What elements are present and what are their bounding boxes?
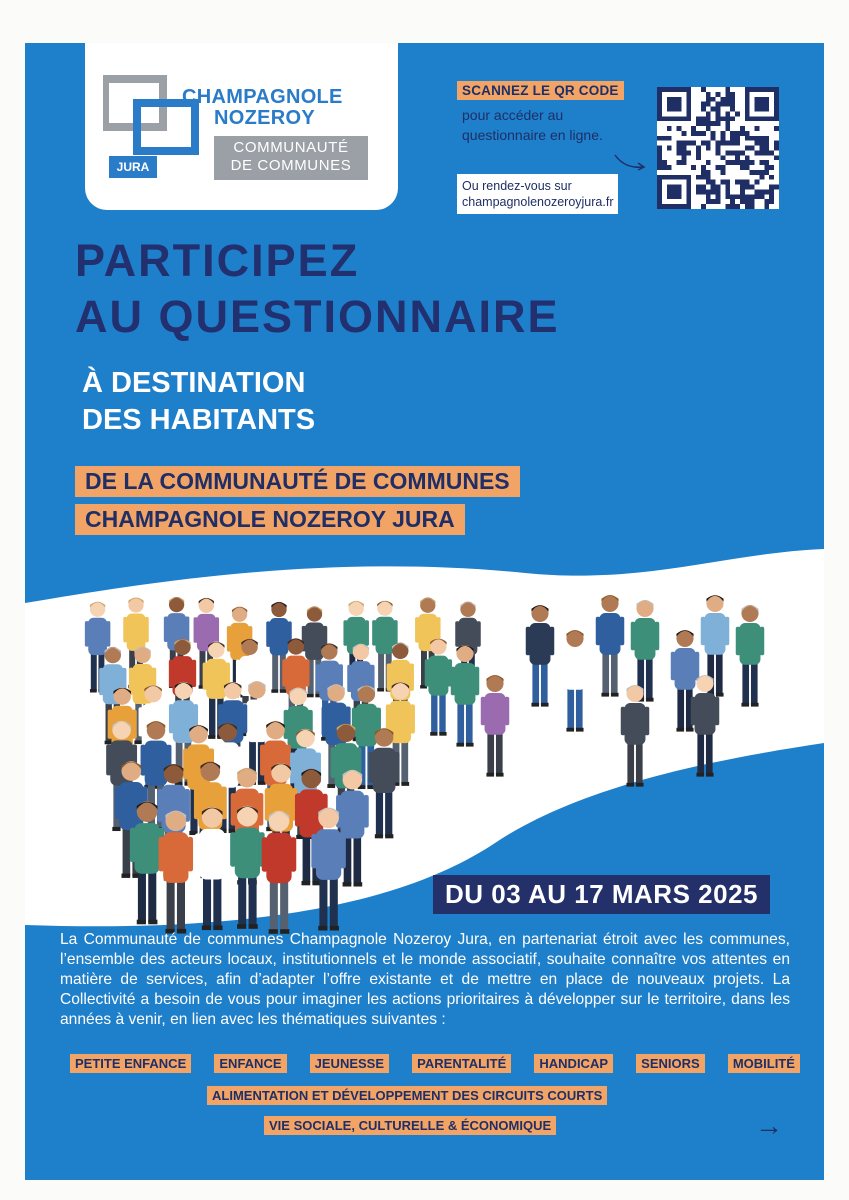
logo-name-line1: CHAMPAGNOLE — [182, 86, 343, 108]
qr-heading: SCANNEZ LE QR CODE — [457, 81, 624, 100]
qr-alt-text: Ou rendez-vous sur — [462, 179, 572, 193]
theme-chip: SENIORS — [636, 1054, 705, 1073]
body-paragraph: La Communauté de communes Champagnole Nozeroy Jura, en partenariat étroit avec les communes, l’ensemble des acteurs locaux, institutionnels et le monde associatif, souhaite connaître vos attentes en matière de services, afin d’adapter l’offre existante et de mettre en place de nouveaux projets. La Collectivité a besoin de vous pour imaginer les actions prioritaires à développer sur le territoire, dans les années à venir, en lien avec les thématiques suivantes : — [60, 931, 790, 1028]
qr-desc-line2: questionnaire en ligne. — [462, 127, 603, 143]
date-banner: DU 03 AU 17 MARS 2025 — [433, 875, 770, 914]
arrow-right-icon: → — [755, 1110, 783, 1141]
audience-band-line1: DE LA COMMUNAUTÉ DE COMMUNES — [75, 466, 520, 497]
theme-chip: MOBILITÉ — [728, 1054, 800, 1073]
person-figure — [451, 645, 480, 747]
curved-arrow-icon — [613, 151, 647, 173]
qr-desc-line1: pour accéder au — [462, 107, 564, 123]
theme-chip: JEUNESSE — [310, 1054, 389, 1073]
logo-card — [85, 43, 398, 210]
subtitle-line1: À DESTINATION — [82, 367, 306, 399]
person-figure — [561, 630, 590, 732]
poster — [25, 43, 824, 1180]
subtitle — [82, 365, 315, 439]
theme-chip: PETITE ENFANCE — [70, 1054, 191, 1073]
title-line1: PARTICIPEZ — [75, 235, 360, 286]
logo-sub-line2: DE COMMUNES — [230, 157, 352, 174]
person-figure — [526, 605, 555, 707]
theme-chip: PARENTALITÉ — [412, 1054, 511, 1073]
theme-chip-food: ALIMENTATION ET DÉVELOPPEMENT DES CIRCUITS COURTS — [207, 1086, 607, 1105]
logo-jura-badge: JURA — [109, 156, 157, 178]
subtitle-line2: DES HABITANTS — [82, 404, 316, 436]
qr-url-box — [457, 174, 618, 214]
audience-band-line2: CHAMPAGNOLE NOZEROY JURA — [75, 504, 465, 535]
logo-name-line2: NOZEROY — [214, 107, 315, 129]
person-figure — [621, 685, 650, 787]
person-figure — [481, 675, 510, 777]
theme-chip-social: VIE SOCIALE, CULTURELLE & ÉCONOMIQUE — [264, 1116, 556, 1135]
theme-chip: HANDICAP — [534, 1054, 613, 1073]
logo-subtitle — [214, 136, 368, 180]
title-line2: AU QUESTIONNAIRE — [75, 291, 560, 342]
qr-code-icon[interactable] — [657, 86, 779, 210]
themes-row — [70, 1054, 800, 1073]
page-title — [75, 233, 560, 345]
theme-chip: ENFANCE — [214, 1054, 286, 1073]
person-figure — [736, 605, 765, 707]
person-figure — [596, 595, 625, 697]
person-figure — [691, 675, 720, 777]
qr-description — [462, 105, 642, 145]
logo-sub-line1: COMMUNAUTÉ — [233, 139, 349, 156]
website-link[interactable]: champagnolenozeroyjura.fr — [462, 195, 614, 209]
logo-name — [182, 87, 343, 129]
